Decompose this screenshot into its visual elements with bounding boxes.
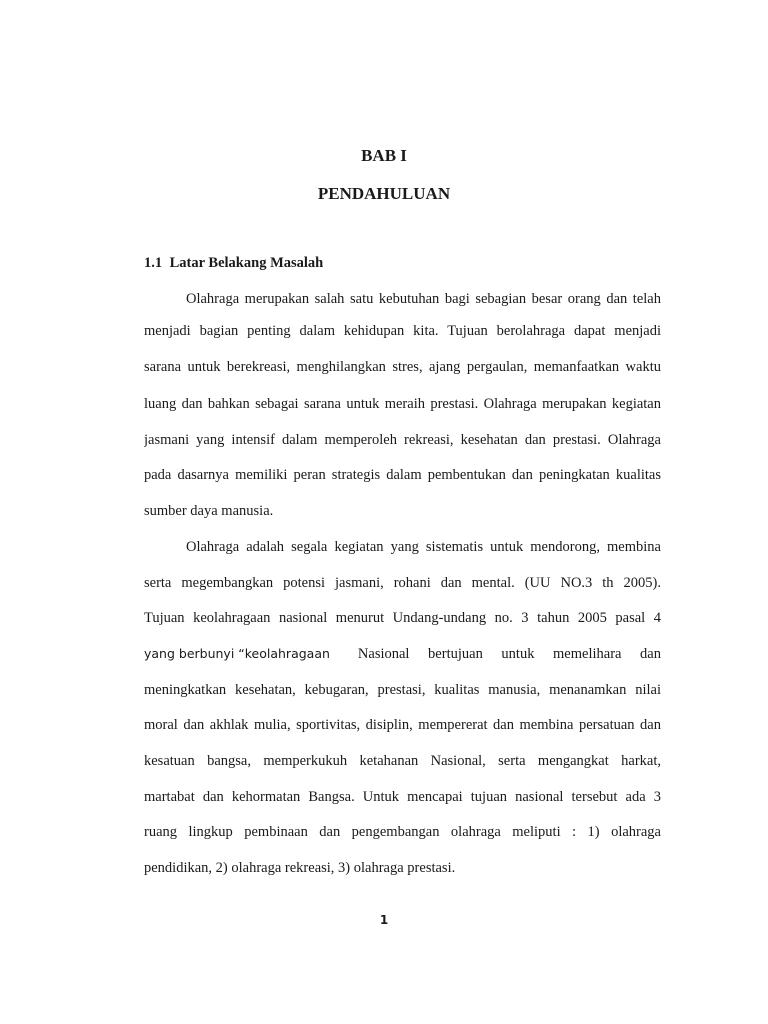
body-line: sarana untuk berekreasi, menghilangkan stres, ajang pergaulan, memanfaatkan waktu bbox=[144, 359, 661, 375]
page-number: 1 bbox=[379, 913, 389, 927]
body-line-fragment: Nasional bertujuan untuk memelihara dan bbox=[357, 646, 661, 662]
chapter-number: BAB I bbox=[361, 146, 407, 165]
body-line: Olahraga merupakan salah satu kebutuhan bagi sebagian besar orang dan telah bbox=[186, 291, 661, 307]
body-line: pada dasarnya memiliki peran strategis dalam pembentukan dan peningkatan kualitas bbox=[144, 467, 661, 483]
body-line: pendidikan, 2) olahraga rekreasi, 3) olahraga prestasi. bbox=[144, 860, 456, 876]
body-line: kesatuan bangsa, memperkukuh ketahanan Nasional, serta mengangkat harkat, bbox=[144, 753, 661, 769]
section-number: 1.1 bbox=[144, 255, 163, 271]
body-line: martabat dan kehormatan Bangsa. Untuk mencapai tujuan nasional tersebut ada 3 bbox=[144, 789, 661, 805]
body-line: Tujuan keolahragaan nasional menurut Undang-undang no. 3 tahun 2005 pasal 4 bbox=[144, 610, 661, 626]
body-line: sumber daya manusia. bbox=[144, 503, 274, 519]
body-line: Olahraga adalah segala kegiatan yang sistematis untuk mendorong, membina bbox=[186, 539, 661, 555]
section-title: Latar Belakang Masalah bbox=[169, 255, 324, 271]
body-line: moral dan akhlak mulia, sportivitas, disiplin, mempererat dan membina persatuan dan bbox=[144, 717, 661, 733]
body-line: serta megembangkan potensi jasmani, rohani dan mental. (UU NO.3 th 2005). bbox=[144, 575, 661, 591]
body-line: ruang lingkup pembinaan dan pengembangan olahraga meliputi : 1) olahraga bbox=[144, 824, 661, 840]
body-line: menjadi bagian penting dalam kehidupan kita. Tujuan berolahraga dapat menjadi bbox=[144, 323, 661, 339]
body-line-mixed bbox=[144, 645, 661, 663]
body-line: jasmani yang intensif dalam memperoleh rekreasi, kesehatan dan prestasi. Olahraga bbox=[144, 432, 661, 448]
body-line: meningkatkan kesehatan, kebugaran, prestasi, kualitas manusia, menanamkan nilai bbox=[144, 682, 661, 698]
body-line: luang dan bahkan sebagai sarana untuk meraih prestasi. Olahraga merupakan kegiatan bbox=[144, 396, 661, 412]
section-heading bbox=[144, 255, 323, 272]
body-line-sans-fragment: yang berbunyi “keolahragaan bbox=[144, 646, 330, 661]
chapter-title: PENDAHULUAN bbox=[317, 184, 451, 203]
